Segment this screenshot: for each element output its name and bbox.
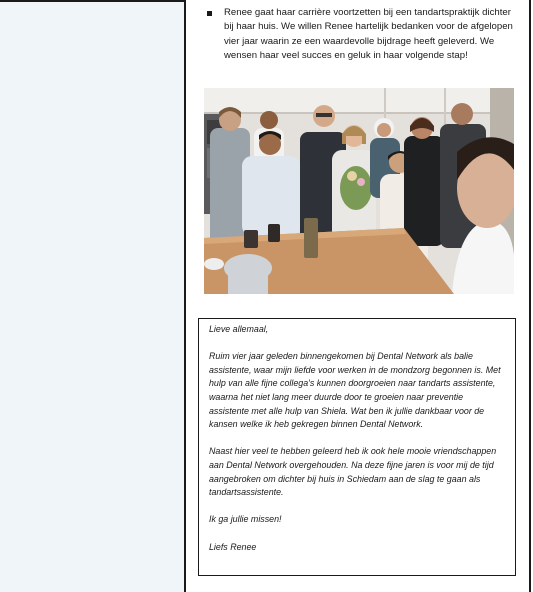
top-divider: [0, 0, 184, 2]
farewell-letter: [198, 318, 516, 576]
letter-paragraph: Ik ga jullie missen!: [209, 514, 282, 525]
letter-paragraph: Naast hier veel te hebben geleerd heb ik ook hele mooie vriendschappen aan Dental Network overgehouden. Na deze fijne jaren is voor mij de tijd aangebroken om dichter bij huis in Schiedam aan de slag te gaan als tandartsassistente.: [209, 446, 497, 498]
side-panel: [0, 0, 186, 592]
letter-paragraph: Ruim vier jaar geleden binnengekomen bij Dental Network als balie assistente, waar mijn liefde voor werken in de mondzorg begonnen is. Met hulp van alle fijne collega's kunnen doorgroeien naar tandarts assistente, waarna het niet lang meer duurde door te groeien naar preventie assistente met alle hulp van Shiela. Wat ben ik jullie dankbaar voor de kansen welke ik heb gekregen binnen Dental Network.: [209, 351, 501, 430]
letter-signature: Liefs Renee: [209, 541, 257, 552]
right-border: [529, 0, 531, 592]
team-photo: [204, 88, 514, 294]
letter-greeting: Lieve allemaal,: [209, 324, 269, 334]
announcement-text: Renee gaat haar carrière voortzetten bij een tandartspraktijk dichter bij haar huis. We willen Renee hartelijk bedanken voor de afgelopen vier jaar waarin ze een waardevolle bijdrage heeft geleverd. We wensen haar veel succes en geluk in haar volgende stap!: [224, 7, 513, 62]
announcement-paragraph: [224, 6, 520, 64]
bullet-icon: [207, 11, 212, 16]
main-content: [186, 0, 533, 592]
